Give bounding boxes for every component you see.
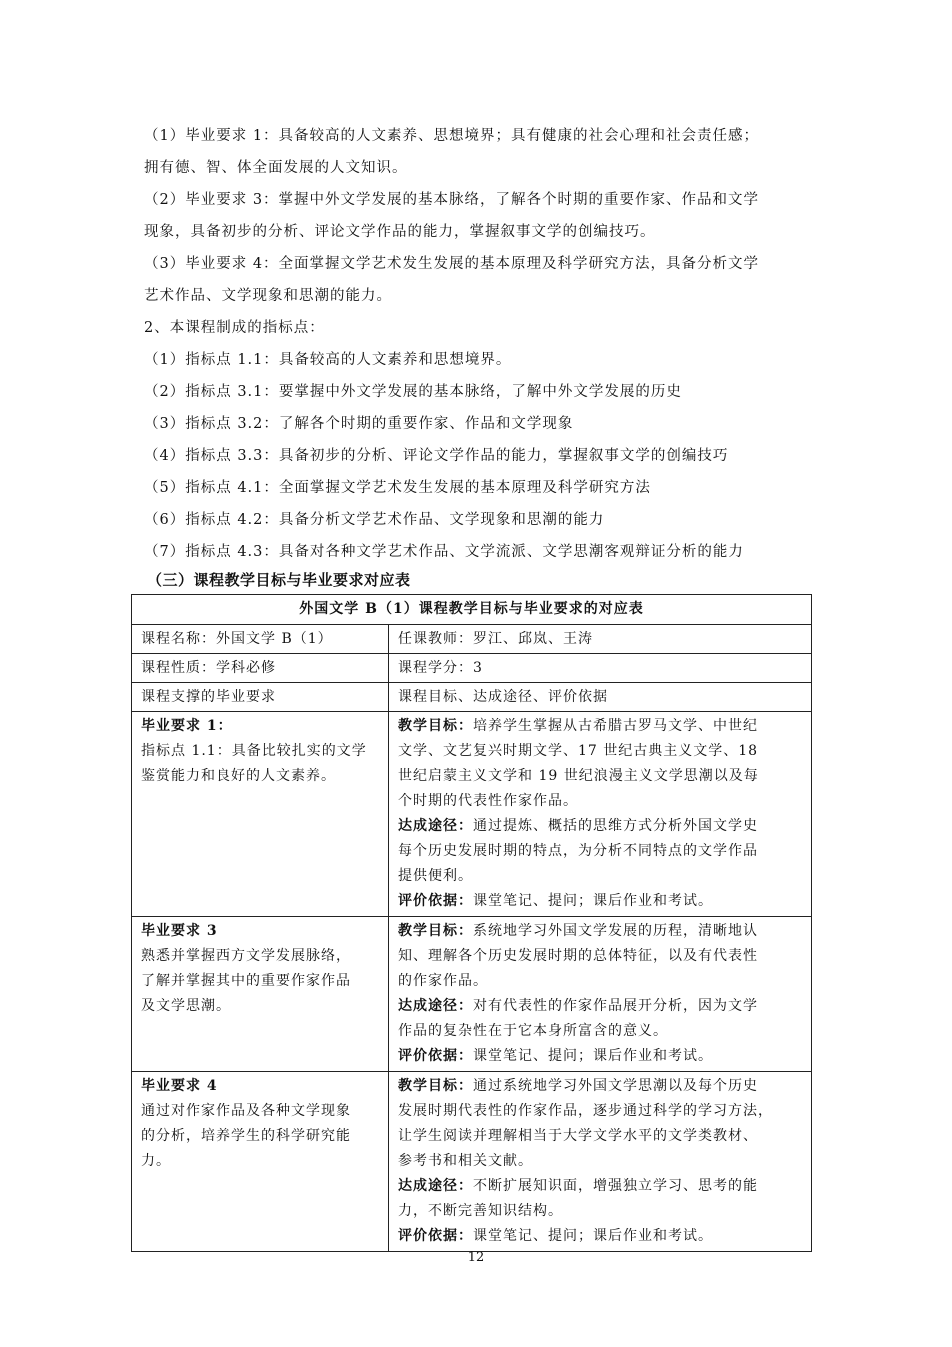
column-header-requirements: 课程支撑的毕业要求 — [132, 683, 389, 712]
path-text-line: 不断扩展知识面，增强独立学习、思考的能 — [473, 1178, 758, 1194]
teachers-cell: 任课教师：罗江、邱岚、王涛 — [389, 625, 812, 654]
column-header-goals: 课程目标、达成途径、评价依据 — [389, 683, 812, 712]
indicator-item: （3）指标点 3.2：了解各个时期的重要作家、作品和文学现象 — [144, 416, 574, 432]
requirement-title: 毕业要求 3 — [141, 923, 218, 939]
indicator-item: （1）指标点 1.1：具备较高的人文素养和思想境界。 — [144, 352, 512, 368]
eval-text: 课堂笔记、提问；课后作业和考试。 — [473, 1048, 713, 1064]
section-title: （三）课程教学目标与毕业要求对应表 — [147, 571, 411, 589]
table-row — [132, 625, 812, 654]
goal-text-line: 让学生阅读并理解相当于大学文学水平的文学类教材、 — [398, 1128, 758, 1144]
path-label: 达成途径： — [398, 818, 473, 834]
page-number: 12 — [467, 1250, 485, 1265]
path-text-line: 每个历史发展时期的特点，为分析不同特点的文学作品 — [398, 843, 758, 859]
path-text-line: 通过提炼、概括的思维方式分析外国文学史 — [473, 818, 758, 834]
eval-text: 课堂笔记、提问；课后作业和考试。 — [473, 1228, 713, 1244]
goal-label: 教学目标： — [398, 923, 473, 939]
goal-text-line: 通过系统地学习外国文学思潮以及每个历史 — [473, 1078, 758, 1094]
requirement-3-line-1: （2）毕业要求 3：掌握中外文学发展的基本脉络，了解各个时期的重要作家、作品和文学 — [144, 192, 760, 208]
course-name-cell: 课程名称：外国文学 B（1） — [132, 625, 389, 654]
goal-cell — [389, 917, 812, 1072]
eval-label: 评价依据： — [398, 1228, 473, 1244]
eval-label: 评价依据： — [398, 893, 473, 909]
path-text-line: 对有代表性的作家作品展开分析，因为文学 — [473, 998, 758, 1014]
goal-text-line: 文学、文艺复兴时期文学、17 世纪古典主义文学、18 — [398, 743, 759, 759]
indicator-item: （6）指标点 4.2：具备分析文学艺术作品、文学现象和思潮的能力 — [144, 512, 605, 528]
goal-text-line: 世纪启蒙主义文学和 19 世纪浪漫主义文学思潮以及每 — [398, 768, 759, 784]
requirement-text-line: 及文学思潮。 — [141, 998, 231, 1014]
graduation-requirements-list — [144, 120, 812, 568]
goal-label: 教学目标： — [398, 1078, 473, 1094]
requirement-1-line-1: （1）毕业要求 1：具备较高的人文素养、思想境界；具有健康的社会心理和社会责任感； — [144, 128, 760, 144]
requirement-3-line-2: 现象，具备初步的分析、评论文学作品的能力，掌握叙事文学的创编技巧。 — [144, 224, 656, 240]
indicator-item: （4）指标点 3.3：具备初步的分析、评论文学作品的能力，掌握叙事文学的创编技巧 — [144, 448, 729, 464]
table-title: 外国文学 B（1）课程教学目标与毕业要求的对应表 — [132, 595, 812, 625]
eval-text: 课堂笔记、提问；课后作业和考试。 — [473, 893, 713, 909]
path-label: 达成途径： — [398, 1178, 473, 1194]
course-nature-cell: 课程性质：学科必修 — [132, 654, 389, 683]
requirement-text-line: 力。 — [141, 1153, 171, 1169]
requirement-title: 毕业要求 1： — [141, 718, 233, 734]
table-row — [132, 654, 812, 683]
requirement-1-line-2: 拥有德、智、体全面发展的人文知识。 — [144, 160, 408, 176]
goal-text-line: 的作家作品。 — [398, 973, 488, 989]
indicator-item: （5）指标点 4.1：全面掌握文学艺术发生发展的基本原理及科学研究方法 — [144, 480, 651, 496]
credits-cell: 课程学分：3 — [389, 654, 812, 683]
path-label: 达成途径： — [398, 998, 473, 1014]
requirement-text-line: 熟悉并掌握西方文学发展脉络， — [141, 948, 351, 964]
path-text-line: 力，不断完善知识结构。 — [398, 1203, 563, 1219]
table-row — [132, 712, 812, 917]
requirement-text-line: 指标点 1.1：具备比较扎实的文学 — [141, 743, 367, 759]
goal-cell — [389, 1072, 812, 1252]
goal-label: 教学目标： — [398, 718, 473, 734]
eval-label: 评价依据： — [398, 1048, 473, 1064]
path-text-line: 作品的复杂性在于它本身所富含的意义。 — [398, 1023, 668, 1039]
requirement-cell — [132, 712, 389, 917]
requirement-4-line-1: （3）毕业要求 4：全面掌握文学艺术发生发展的基本原理及科学研究方法，具备分析文学 — [144, 256, 760, 272]
table-row — [132, 1072, 812, 1252]
requirement-text-line: 通过对作家作品及各种文学现象 — [141, 1103, 351, 1119]
indicator-item: （7）指标点 4.3：具备对各种文学艺术作品、文学流派、文学思潮客观辩证分析的能力 — [144, 544, 744, 560]
goal-text-line: 培养学生掌握从古希腊古罗马文学、中世纪 — [473, 718, 758, 734]
goal-text-line: 系统地学习外国文学发展的历程，清晰地认 — [473, 923, 758, 939]
requirement-text-line: 了解并掌握其中的重要作家作品 — [141, 973, 351, 989]
goal-text-line: 知、理解各个历史发展时期的总体特征，以及有代表性 — [398, 948, 758, 964]
table-row — [132, 683, 812, 712]
table-row — [132, 917, 812, 1072]
goal-cell — [389, 712, 812, 917]
course-mapping-table — [131, 594, 812, 1252]
requirement-4-line-2: 艺术作品、文学现象和思潮的能力。 — [144, 288, 392, 304]
requirement-cell — [132, 917, 389, 1072]
path-text-line: 提供便利。 — [398, 868, 473, 884]
requirement-text-line: 鉴赏能力和良好的人文素养。 — [141, 768, 336, 784]
requirement-text-line: 的分析，培养学生的科学研究能 — [141, 1128, 351, 1144]
indicator-item: （2）指标点 3.1：要掌握中外文学发展的基本脉络，了解中外文学发展的历史 — [144, 384, 682, 400]
goal-text-line: 发展时期代表性的作家作品，逐步通过科学的学习方法， — [398, 1103, 773, 1119]
requirement-title: 毕业要求 4 — [141, 1078, 218, 1094]
goal-text-line: 参考书和相关文献。 — [398, 1153, 533, 1169]
indicator-heading: 2、本课程制成的指标点： — [144, 320, 325, 336]
requirement-cell — [132, 1072, 389, 1252]
goal-text-line: 个时期的代表性作家作品。 — [398, 793, 578, 809]
